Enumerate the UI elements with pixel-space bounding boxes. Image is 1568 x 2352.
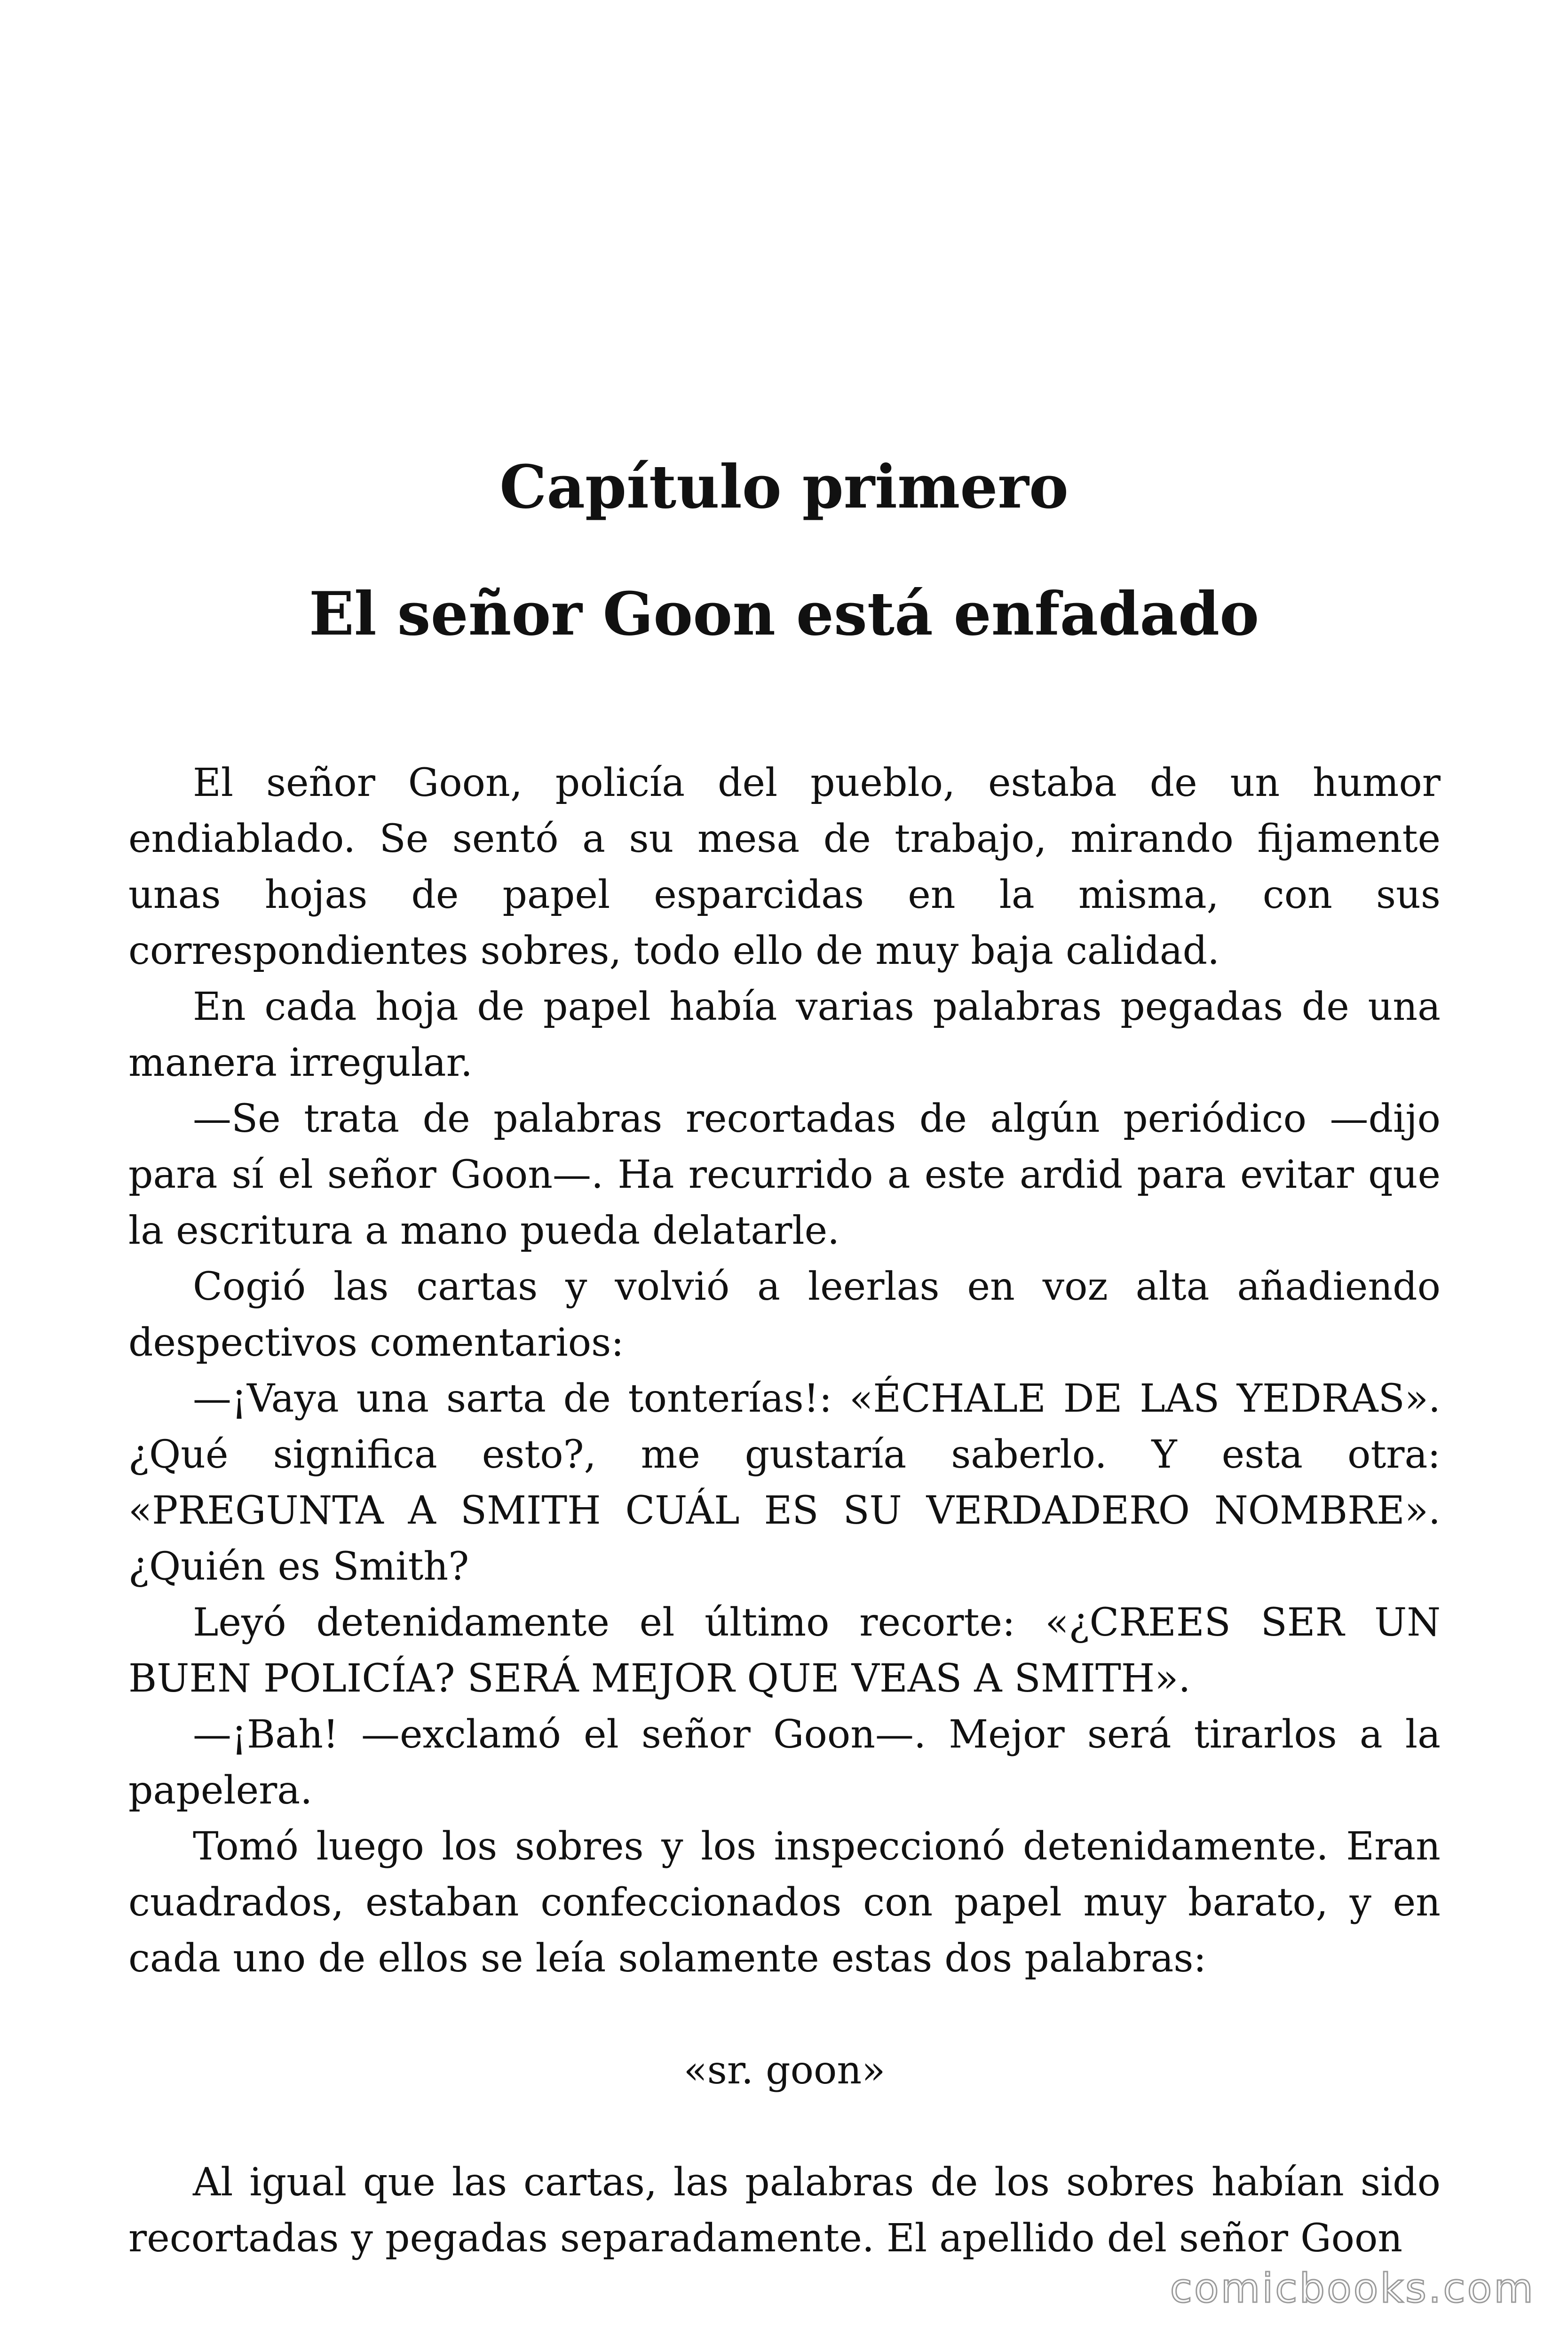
body-text (128, 755, 1441, 2266)
paragraph: Leyó detenidamente el último recorte: «¿CREES SER UN BUEN POLICÍA? SERÁ MEJOR QUE VEAS A SMITH». (128, 1600, 1441, 1701)
chapter-subtitle: El señor Goon está enfadado (309, 579, 1259, 649)
paragraph: Tomó luego los sobres y los inspeccionó detenidamente. Eran cuadrados, estaban confeccionados con papel muy barato, y en cada uno de ellos se leía solamente estas dos palabras: (128, 1824, 1441, 1981)
paragraph: En cada hoja de papel había varias palabras pegadas de una manera irregular. (128, 985, 1441, 1085)
paragraph: —Se trata de palabras recortadas de algún periódico —dijo para sí el señor Goon—. Ha recurrido a este ardid para evitar que la escritura a mano pueda delatarle. (128, 1097, 1441, 1253)
paragraph: —¡Vaya una sarta de tonterías!: «ÉCHALE DE LAS YEDRAS». ¿Qué significa esto?, me gustaría saberlo. Y esta otra: «PREGUNTA A SMITH CUÁL ES SU VERDADERO NOMBRE». ¿Quién es Smith? (128, 1376, 1441, 1589)
paragraph: Cogió las cartas y volvió a leerlas en voz alta añadiendo despectivos comentarios: (128, 1264, 1441, 1365)
paragraph: Al igual que las cartas, las palabras de los sobres habían sido recortadas y pegadas separadamente. El apellido del señor Goon (128, 2160, 1441, 2261)
chapter-title: Capítulo primero (499, 452, 1069, 522)
watermark: comicbooks.com (1170, 2265, 1535, 2312)
paragraph: El señor Goon, policía del pueblo, estaba de un humor endiablado. Se sentó a su mesa de trabajo, mirando fijamente unas hojas de papel esparcidas en la misma, con sus correspondientes sobres, todo ello de muy baja calidad. (128, 761, 1441, 973)
envelope-address: «sr. goon» (683, 2048, 886, 2093)
paragraph: —¡Bah! —exclamó el señor Goon—. Mejor será tirarlos a la papelera. (128, 1712, 1441, 1813)
